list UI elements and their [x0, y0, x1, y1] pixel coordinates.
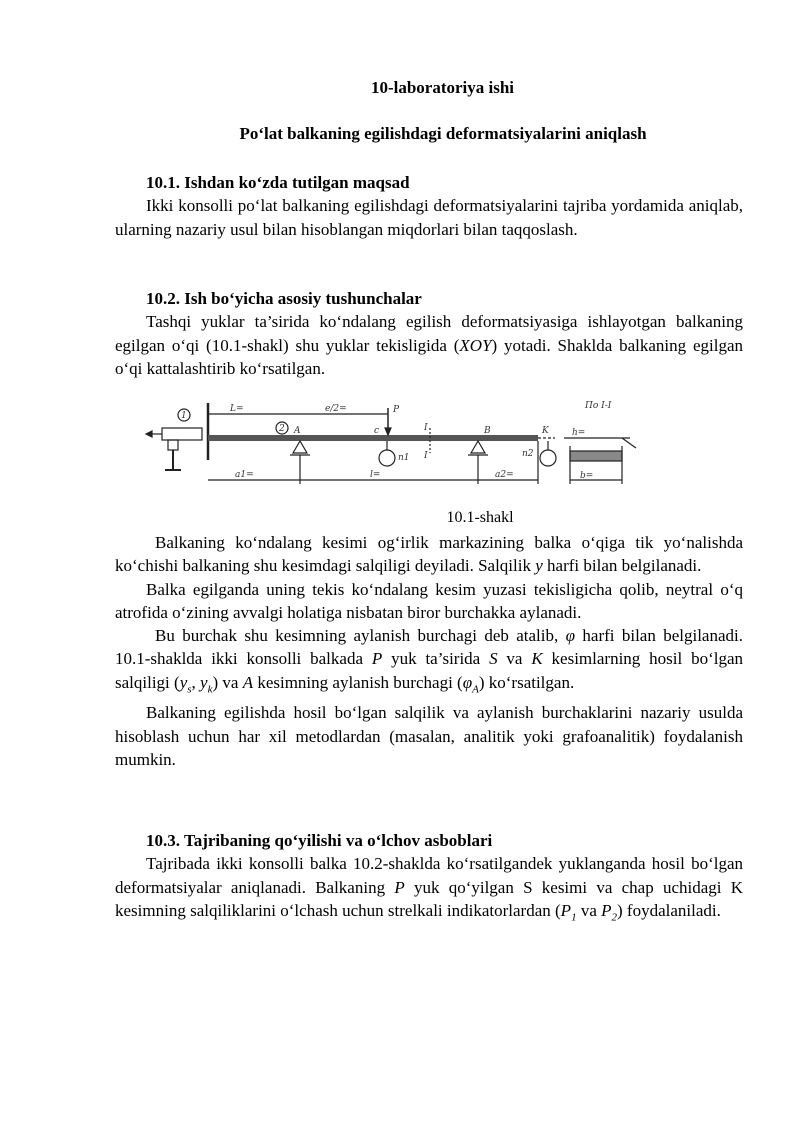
subscript-2: 2 [611, 911, 617, 924]
label-l: l= [370, 470, 381, 480]
text-run: ) foydalaniladi. [617, 900, 721, 920]
paragraph: Ikki konsolli poʻlat balkaning egilishdagi deformatsiyalarini tajriba yordamida aniqlab, ularning nazariy usul bilan hisoblangan miqdorlari bilan taqqoslash. [115, 196, 743, 239]
label-b: b= [580, 471, 594, 481]
text-run: va [576, 900, 602, 920]
label-P: P [393, 405, 400, 415]
label-a1: a1= [235, 470, 254, 480]
subscript-k: k [207, 683, 213, 696]
symbol-A: A [242, 672, 254, 692]
symbol-y: y [200, 672, 208, 692]
text-run: ) va [212, 672, 243, 692]
text-run: kesimning aylanish burchagi ( [253, 672, 463, 692]
label-L: L= [230, 404, 244, 414]
subscript-A: A [472, 683, 479, 696]
page-title: Poʻlat balkaning egilishdagi deformatsiyalarini aniqlash [239, 124, 647, 143]
text-run: Tajribada ikki konsolli balka 10.2-shaklda koʻrsatilgandek yuklanganda hosil boʻlgan deformatsiyalar aniqlanadi. Balkaning [115, 854, 743, 897]
symbol-y: y [535, 556, 543, 576]
text-run: yuk qoʻyilgan S kesimi va chap uchidagi K kesimning salqiliklarini oʻlchash uchun strelkali indikatorlardan ( [115, 877, 744, 920]
text-run: , [191, 672, 201, 692]
text-run: yuk ta’sirida [382, 649, 490, 669]
text-run: kesimlarning hosil boʻlgan salqiligi ( [115, 649, 744, 692]
section-10-3 [115, 829, 743, 930]
lab-title: 10-laboratoriya ishi [370, 78, 515, 97]
text-run: Bu burchak shu kesimning aylanish burchagi deb atalib, [155, 626, 566, 646]
label-h: h= [572, 428, 586, 438]
text-run: ) yotadi. Shaklda balkaning egilgan oʻqi kattalashtirib koʻrsatilgan. [115, 335, 743, 378]
symbol-P: P [371, 649, 383, 669]
label-a2: a2= [495, 470, 514, 480]
text-run: Tashqi yuklar ta’sirida koʻndalang egilish deformatsiyasiga ishlayotgan balkaning egilgan oʻqi (10.1-shakl) shu yuklar tekisligida ( [115, 312, 743, 355]
symbol-phi: φ [462, 672, 473, 692]
plane-symbol: XOY [459, 335, 492, 355]
symbol-S: S [489, 649, 498, 669]
text-run: va [497, 649, 532, 669]
section-heading: 10.3. Tajribaning qoʻyilishi va oʻlchov asboblari [146, 831, 493, 850]
text-run: ) koʻrsatilgan. [478, 672, 575, 692]
symbol-P2: P [601, 900, 612, 920]
paragraph [115, 624, 743, 701]
label-A: A [294, 426, 301, 436]
section-heading: 10.1. Ishdan koʻzda tutilgan maqsad [146, 173, 410, 192]
figure-caption: 10.1-shakl [446, 509, 514, 526]
symbol-K: K [531, 649, 543, 669]
paragraph [115, 531, 743, 578]
section-10-1 [115, 171, 743, 241]
subscript-s: s [187, 683, 192, 696]
label-I-bottom: I [424, 451, 428, 461]
label-half-span: e/2= [325, 404, 347, 414]
paragraph [115, 852, 743, 929]
text-run: harfi bilan belgilanadi. [542, 556, 702, 576]
text-run: harfi bilan belgilanadi. 10.1-shaklda ikki konsolli balkada [115, 626, 743, 669]
paragraph: Balkaning egilishda hosil boʻlgan salqilik va aylanish burchaklarini nazariy usulda hisoblash uchun har xil metodlardan (masalan, analitik yoki grafoanalitik) foydalanish mumkin. [115, 703, 743, 770]
paragraph [115, 310, 743, 380]
symbol-phi: φ [565, 626, 576, 646]
marker-1: 1 [181, 411, 187, 421]
section-10-2-cont [115, 531, 743, 771]
text-run: Balkaning koʻndalang kesimi ogʻirlik markazining balka oʻqiga tik yoʻnalishda koʻchishi balkaning shu kesimdagi salqiligi deyiladi. Salqilik [115, 533, 743, 576]
symbol-P1: P [560, 900, 572, 920]
label-section: По I-I [585, 401, 612, 411]
subscript-1: 1 [571, 911, 577, 924]
paragraph: Balka egilganda uning tekis koʻndalang kesim yuzasi tekisligicha qolib, neytral oʻq atrofida oʻzining avvalgi holatiga nisbatan biror burchakka aylanadi. [115, 579, 743, 622]
label-n2: n2 [522, 449, 534, 459]
section-heading: 10.2. Ish boʻyicha asosiy tushunchalar [146, 289, 422, 308]
label-C: c [374, 426, 380, 436]
marker-2: 2 [279, 424, 285, 434]
label-B: B [484, 426, 491, 436]
symbol-y: y [179, 672, 188, 692]
label-I-top: I [424, 423, 428, 433]
label-K: K [542, 426, 549, 436]
section-10-2 [115, 287, 743, 380]
label-n1: n1 [398, 453, 410, 463]
beam-figure [140, 398, 640, 498]
symbol-P: P [394, 877, 405, 897]
